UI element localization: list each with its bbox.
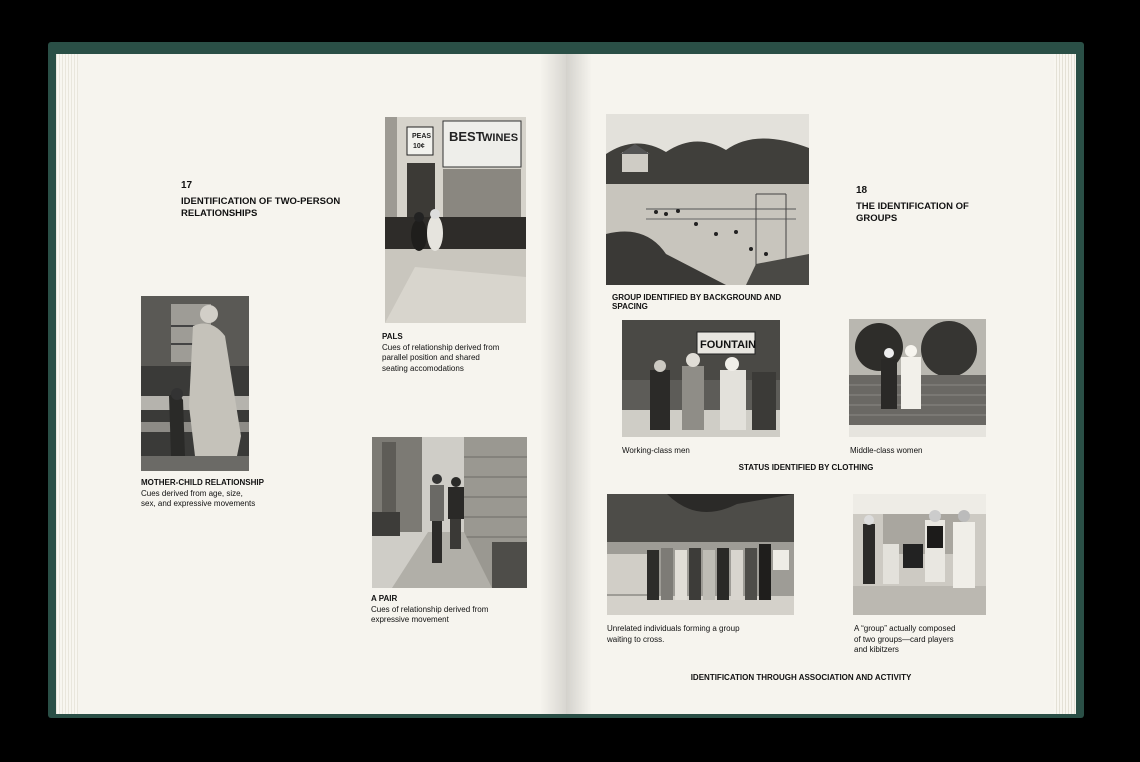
photo-pals bbox=[385, 117, 526, 323]
caption-association-activity: IDENTIFICATION THROUGH ASSOCIATION AND ACTIVITY bbox=[690, 673, 912, 682]
caption-background-spacing: GROUP IDENTIFIED BY BACKGROUND AND SPACING bbox=[612, 293, 782, 311]
section-number-17: 17 bbox=[181, 180, 193, 191]
photo-park-playground bbox=[606, 114, 809, 285]
photo-crossing-group bbox=[607, 494, 794, 615]
caption-a-pair-title: A PAIR bbox=[371, 594, 398, 603]
caption-cards-line-3: and kibitzers bbox=[854, 645, 899, 654]
section-title-groups-line-1: THE IDENTIFICATION OF bbox=[856, 201, 969, 212]
caption-cards-line-1: A “group” actually composed bbox=[854, 624, 956, 633]
section-title-two-person bbox=[181, 196, 340, 220]
page-edges-left bbox=[56, 54, 78, 714]
caption-crossing-group bbox=[607, 624, 787, 645]
sign-best-text: BEST bbox=[449, 129, 484, 144]
sign-wines-text: WINES bbox=[482, 132, 519, 144]
left-page bbox=[56, 54, 566, 714]
photo-working-class-men bbox=[622, 320, 780, 437]
caption-pals-line-2: parallel position and shared bbox=[382, 353, 480, 362]
photo-a-pair bbox=[372, 437, 527, 588]
photo-card-players bbox=[853, 494, 986, 615]
caption-mother-child-line-1: Cues derived from age, size, bbox=[141, 488, 243, 498]
caption-pals bbox=[382, 332, 552, 374]
caption-a-pair bbox=[371, 594, 541, 626]
right-page bbox=[566, 54, 1076, 714]
sign-10c-text: 10¢ bbox=[413, 143, 425, 150]
caption-cards-line-2: of two groups—card players bbox=[854, 634, 954, 644]
caption-status-clothing: STATUS IDENTIFIED BY CLOTHING bbox=[738, 463, 874, 472]
caption-mother-child-title: MOTHER-CHILD RELATIONSHIP bbox=[141, 478, 264, 487]
sign-fountain-text: FOUNTAIN bbox=[700, 339, 757, 351]
caption-mother-child bbox=[141, 478, 311, 510]
photo-mother-child bbox=[141, 296, 249, 471]
caption-pals-title: PALS bbox=[382, 332, 403, 341]
caption-card-players bbox=[854, 624, 984, 656]
section-title-groups-line-2: GROUPS bbox=[856, 213, 898, 224]
page-edges-right bbox=[1054, 54, 1076, 714]
section-title-line-2: RELATIONSHIPS bbox=[181, 208, 258, 219]
open-book bbox=[48, 42, 1084, 718]
caption-crossing-line-1: Unrelated individuals forming a group bbox=[607, 624, 740, 633]
gutter-shadow-right bbox=[566, 54, 592, 714]
caption-pals-line-3: seating accomodations bbox=[382, 363, 464, 373]
gutter-shadow-left bbox=[540, 54, 566, 714]
caption-a-pair-line-2: expressive movement bbox=[371, 615, 449, 624]
caption-middle-class-women: Middle-class women bbox=[850, 446, 923, 455]
caption-crossing-line-2: waiting to cross. bbox=[607, 634, 665, 644]
section-title-groups bbox=[856, 201, 969, 225]
section-number-18: 18 bbox=[856, 185, 868, 196]
photo-middle-class-women bbox=[849, 319, 986, 437]
caption-pals-line-1: Cues of relationship derived from bbox=[382, 342, 500, 352]
caption-working-class-men: Working-class men bbox=[622, 446, 690, 455]
sign-peas-text: PEAS bbox=[412, 133, 432, 140]
caption-a-pair-line-1: Cues of relationship derived from bbox=[371, 604, 489, 614]
section-title-line-1: IDENTIFICATION OF TWO-PERSON bbox=[181, 196, 341, 207]
caption-mother-child-line-2: sex, and expressive movements bbox=[141, 499, 256, 508]
